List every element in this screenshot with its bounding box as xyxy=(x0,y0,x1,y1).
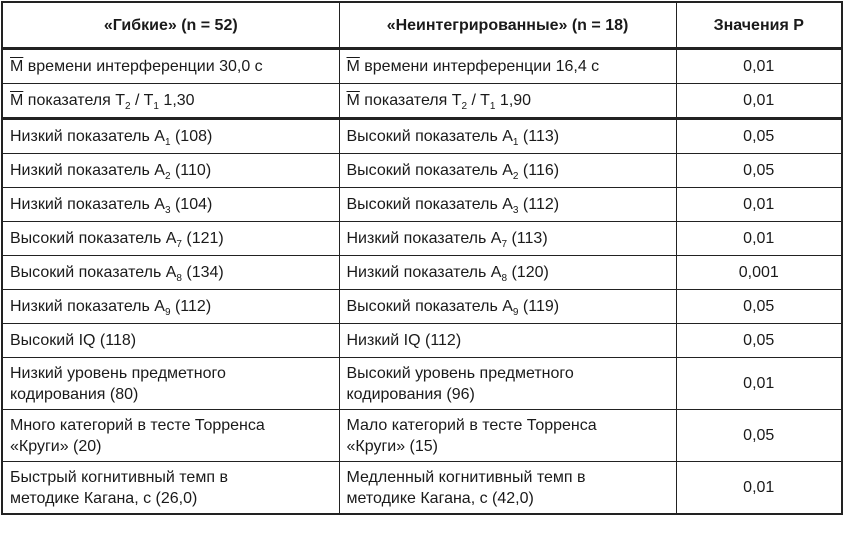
flexible-cell: Высокий IQ (118) xyxy=(2,324,339,358)
table-row xyxy=(2,462,842,515)
nonintegrated-cell: Низкий IQ (112) xyxy=(339,324,676,358)
table-row xyxy=(2,222,842,256)
nonintegrated-cell: Высокий показатель $A_3$ (112) xyxy=(339,188,676,222)
flexible-cell: Низкий показатель $A_2$ (110) xyxy=(2,154,339,188)
p-value-cell: 0,01 xyxy=(676,462,842,515)
mean-symbol: $\overline{M}$ xyxy=(346,92,360,109)
table-row xyxy=(2,410,842,462)
flexible-cell: Высокий показатель $A_8$ (134) xyxy=(2,256,339,290)
p-value-cell: 0,05 xyxy=(676,119,842,154)
header-row xyxy=(2,2,842,49)
p-value-cell: 0,01 xyxy=(676,49,842,84)
mean-symbol: $\overline{M}$ xyxy=(10,92,24,109)
p-value-cell: 0,05 xyxy=(676,290,842,324)
nonintegrated-cell: $\overline{M}$ показателя $T_2 / T_1$ 1,90 xyxy=(339,84,676,119)
p-value-cell: 0,01 xyxy=(676,188,842,222)
p-value-cell: 0,05 xyxy=(676,154,842,188)
nonintegrated-cell: $\overline{M}$ времени интерференции 16,4 с xyxy=(339,49,676,84)
header-nonintegrated: «Неинтегрированные» (n = 18) xyxy=(339,2,676,49)
flexible-cell: Много категорий в тесте Торренса «Круги» (20) xyxy=(2,410,339,462)
p-value-cell: 0,01 xyxy=(676,84,842,119)
flexible-cell: Низкий уровень предметного кодирования (80) xyxy=(2,358,339,410)
flexible-cell: Быстрый когнитивный темп в методике Кагана, с (26,0) xyxy=(2,462,339,515)
p-value-cell: 0,01 xyxy=(676,358,842,410)
p-value-cell: 0,001 xyxy=(676,256,842,290)
nonintegrated-cell: Медленный когнитивный темп в методике Кагана, с (42,0) xyxy=(339,462,676,515)
table-row xyxy=(2,188,842,222)
table-row xyxy=(2,290,842,324)
flexible-cell: Низкий показатель $A_9$ (112) xyxy=(2,290,339,324)
flexible-cell: $\overline{M}$ показателя $T_2 / T_1$ 1,30 xyxy=(2,84,339,119)
p-value-cell: 0,05 xyxy=(676,410,842,462)
header-flexible: «Гибкие» (n = 52) xyxy=(2,2,339,49)
nonintegrated-cell: Низкий показатель $A_7$ (113) xyxy=(339,222,676,256)
table-row xyxy=(2,324,842,358)
nonintegrated-cell: Высокий показатель $A_2$ (116) xyxy=(339,154,676,188)
mean-symbol: $\overline{M}$ xyxy=(346,58,360,75)
p-value-cell: 0,01 xyxy=(676,222,842,256)
table-row xyxy=(2,84,842,119)
nonintegrated-cell: Высокий уровень предметного кодирования (96) xyxy=(339,358,676,410)
nonintegrated-cell: Мало категорий в тесте Торренса «Круги» (15) xyxy=(339,410,676,462)
results-table xyxy=(1,1,843,515)
table-row xyxy=(2,358,842,410)
nonintegrated-cell: Высокий показатель $A_1$ (113) xyxy=(339,119,676,154)
p-value-cell: 0,05 xyxy=(676,324,842,358)
flexible-cell: Высокий показатель $A_7$ (121) xyxy=(2,222,339,256)
table-row xyxy=(2,256,842,290)
header-p-values: Значения P xyxy=(676,2,842,49)
table-row xyxy=(2,154,842,188)
flexible-cell: Низкий показатель $A_1$ (108) xyxy=(2,119,339,154)
flexible-cell: $\overline{M}$ времени интерференции 30,0 с xyxy=(2,49,339,84)
table-row xyxy=(2,119,842,154)
mean-symbol: $\overline{M}$ xyxy=(10,58,24,75)
flexible-cell: Низкий показатель $A_3$ (104) xyxy=(2,188,339,222)
nonintegrated-cell: Низкий показатель $A_8$ (120) xyxy=(339,256,676,290)
nonintegrated-cell: Высокий показатель $A_9$ (119) xyxy=(339,290,676,324)
table-row xyxy=(2,49,842,84)
